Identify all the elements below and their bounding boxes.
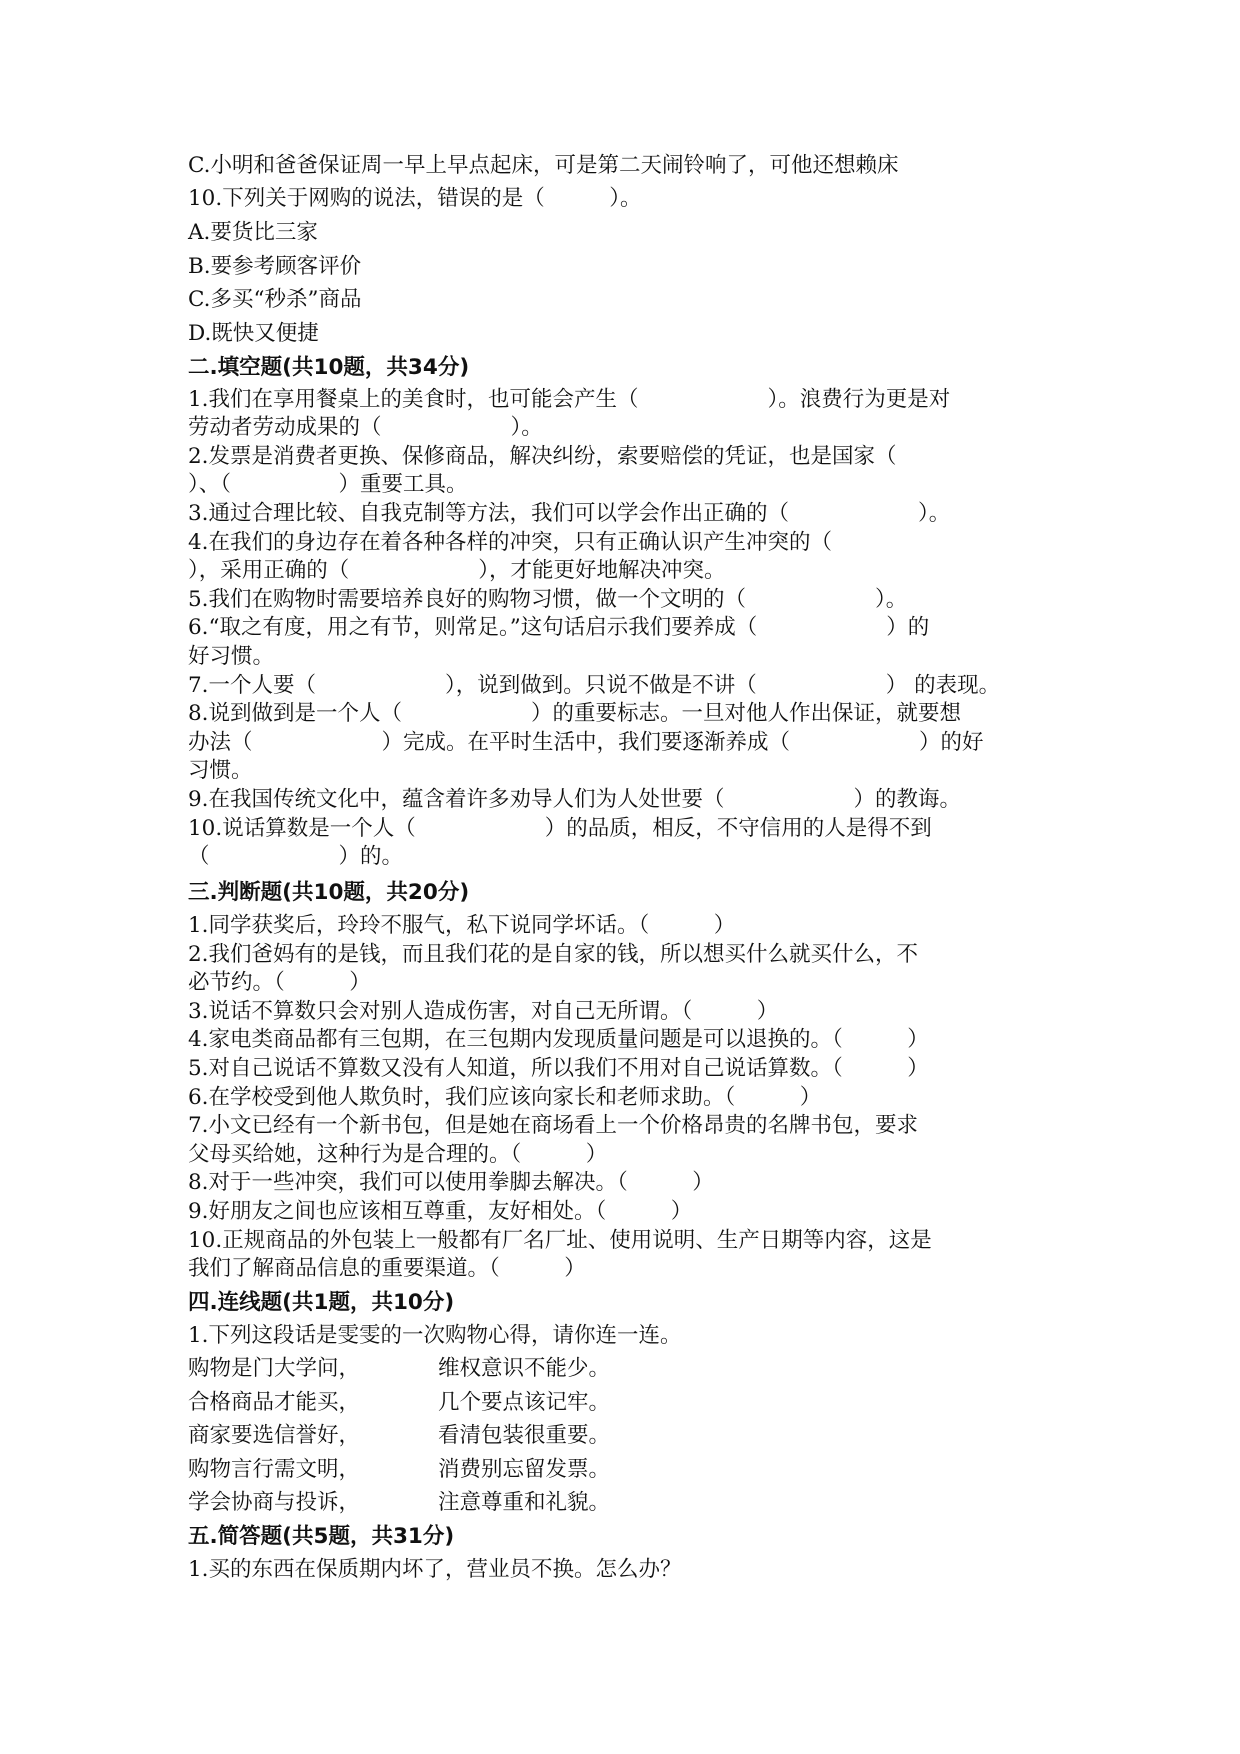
fill-line: ）、（ ）重要工具。 [188,472,468,497]
question-10-option-b: B.要参考顾客评价 [188,254,362,279]
question-9-option-c: C.小明和爸爸保证周一早上早点起床，可是第二天闹铃响了，可他还想赖床 [188,153,899,178]
judge-line: 6.在学校受到他人欺负时，我们应该向家长和老师求助。（ ） [188,1085,822,1110]
section-short-answer-heading: 五.简答题(共5题，共31分) [188,1524,455,1549]
fill-line: 好习惯。 [188,644,275,669]
fill-line: ），采用正确的（ ），才能更好地解决冲突。 [188,558,726,583]
judge-line: 7.小文已经有一个新书包，但是她在商场看上一个价格昂贵的名牌书包，要求 [188,1113,919,1138]
fill-line: 9.在我国传统文化中，蕴含着许多劝导人们为人处世要（ ）的教诲。 [188,787,962,812]
fill-line: （ ）的。 [188,844,404,869]
section-judge-heading: 三.判断题(共10题，共20分) [188,880,470,905]
match-stem: 1.下列这段话是雯雯的一次购物心得，请你连一连。 [188,1323,682,1348]
fill-line: 8.说到做到是一个人（ ）的重要标志。一旦对他人作出保证，就要想 [188,701,962,726]
judge-line: 5.对自己说话不算数又没有人知道，所以我们不用对自己说话算数。（ ） [188,1056,929,1081]
question-10-option-c: C.多买“秒杀”商品 [188,287,362,312]
fill-line: 劳动者劳动成果的（ ）。 [188,415,543,440]
judge-line: 10.正规商品的外包装上一般都有厂名厂址、使用说明、生产日期等内容，这是 [188,1228,932,1253]
fill-line: 1.我们在享用餐桌上的美食时，也可能会产生（ ）。浪费行为更是对 [188,387,951,412]
fill-line: 2.发票是消费者更换、保修商品，解决纠纷，索要赔偿的凭证，也是国家（ [188,444,897,469]
question-10-stem: 10.下列关于网购的说法，错误的是（ ）。 [188,186,642,211]
fill-line: 3.通过合理比较、自我克制等方法，我们可以学会作出正确的（ ）。 [188,501,951,526]
match-left-item: 购物是门大学问， [188,1356,361,1381]
match-right-item: 几个要点该记牢。 [438,1390,611,1415]
match-left-item: 商家要选信誉好， [188,1423,361,1448]
question-10-option-d: D.既快又便捷 [188,321,319,346]
fill-line: 习惯。 [188,758,253,783]
fill-line: 6.“取之有度，用之有节，则常足。”这句话启示我们要养成（ ）的 [188,615,930,640]
short-answer-question-1: 1.买的东西在保质期内坏了，营业员不换。怎么办？ [188,1557,682,1582]
judge-line: 2.我们爸妈有的是钱，而且我们花的是自家的钱，所以想买什么就买什么，不 [188,942,919,967]
match-right-item: 注意尊重和礼貌。 [438,1490,611,1515]
judge-line: 9.好朋友之间也应该相互尊重，友好相处。（ ） [188,1199,693,1224]
question-10-option-a: A.要货比三家 [188,220,318,245]
fill-line: 5.我们在购物时需要培养良好的购物习惯，做一个文明的（ ）。 [188,587,908,612]
judge-line: 父母买给她，这种行为是合理的。（ ） [188,1142,608,1167]
match-left-item: 学会协商与投诉， [188,1490,361,1515]
judge-line: 我们了解商品信息的重要渠道。（ ） [188,1256,586,1281]
section-fill-heading: 二.填空题(共10题，共34分) [188,355,470,380]
judge-line: 3.说话不算数只会对别人造成伤害，对自己无所谓。（ ） [188,999,779,1024]
section-match-heading: 四.连线题(共1题，共10分) [188,1290,455,1315]
fill-line: 10.说话算数是一个人（ ）的品质，相反，不守信用的人是得不到 [188,816,932,841]
fill-line: 7.一个人要（ ），说到做到。只说不做是不讲（ ） 的表现。 [188,673,1001,698]
match-right-item: 消费别忘留发票。 [438,1457,611,1482]
match-right-item: 维权意识不能少。 [438,1356,611,1381]
match-right-item: 看清包装很重要。 [438,1423,611,1448]
judge-line: 必节约。（ ） [188,970,371,995]
match-left-item: 合格商品才能买， [188,1390,361,1415]
fill-line: 4.在我们的身边存在着各种各样的冲突，只有正确认识产生冲突的（ [188,530,833,555]
judge-line: 8.对于一些冲突，我们可以使用拳脚去解决。（ ） [188,1170,714,1195]
judge-line: 4.家电类商品都有三包期，在三包期内发现质量问题是可以退换的。（ ） [188,1027,929,1052]
fill-line: 办法（ ）完成。在平时生活中，我们要逐渐养成（ ）的好 [188,730,984,755]
match-left-item: 购物言行需文明， [188,1457,361,1482]
judge-line: 1.同学获奖后，玲玲不服气，私下说同学坏话。（ ） [188,913,736,938]
